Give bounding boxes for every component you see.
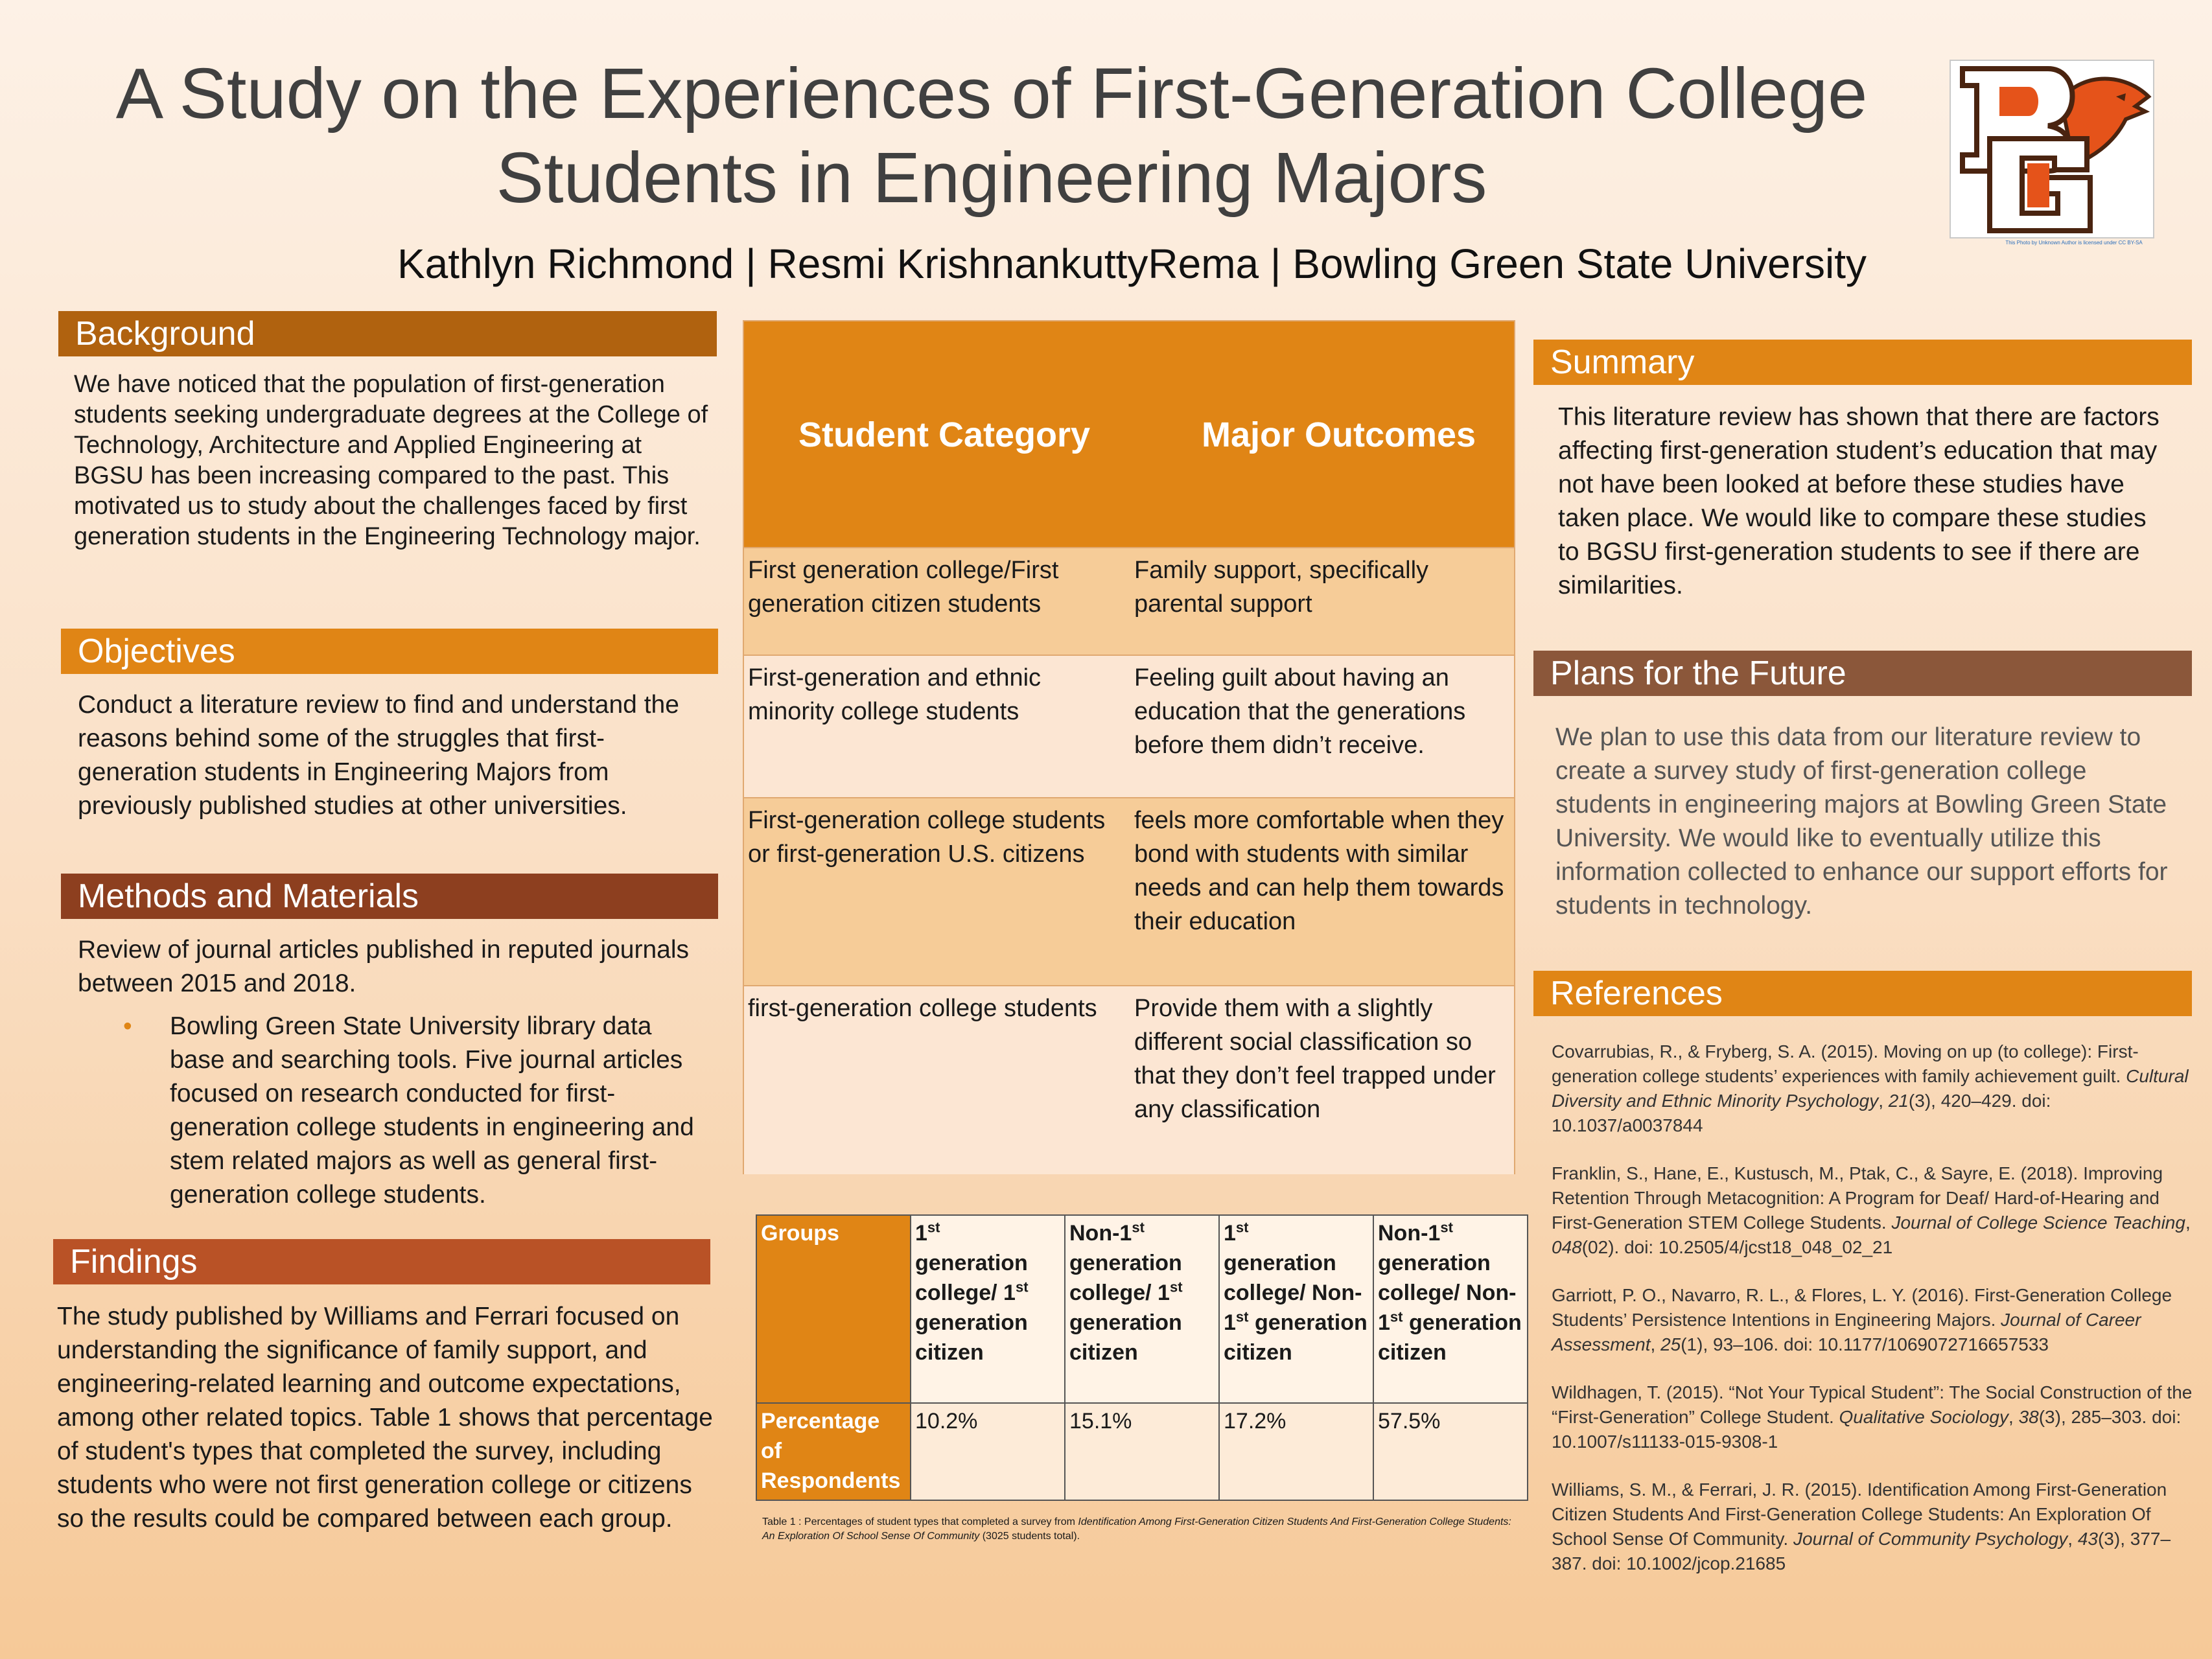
methods-text: Review of journal articles published in reputed journals between 2015 and 2018. [78, 936, 690, 997]
group-header-1: 1st generation college/ 1st generation citizen [911, 1215, 1065, 1403]
header-major-outcomes: Major Outcomes [1202, 415, 1476, 454]
reference-item: Garriott, P. O., Navarro, R. L., & Flores, L. Y. (2016). First-Generation College Students’ Persistence Intentions in Engineering Majors. Journal of Career Assessment, 25(1), 93–106. doi: 10.1177/1069072716657533 [1552, 1285, 2172, 1354]
title-line-2: Students in Engineering Majors [496, 138, 1487, 218]
objectives-heading: Objectives [61, 629, 718, 674]
table-row [744, 985, 1514, 1174]
percentage-value: 57.5% [1373, 1403, 1528, 1500]
references-list [1552, 1039, 2193, 1576]
reference-item: Covarrubias, R., & Fryberg, S. A. (2015). Moving on up (to college): First-generation college students’ experiences with family achievement guilt. Cultural Diversity and Ethnic Minority Psychology, 21(3), 420–429. doi: 10.1037/a0037844 [1552, 1041, 2189, 1135]
row-outcome: Feeling guilt about having an education that the generations before them didn’t receive. [1134, 664, 1466, 759]
row-outcome: Provide them with a slightly different social classification so that they don’t feel trapped under any classification [1134, 995, 1496, 1123]
group-header-2: Non-1st generation college/ 1st generation citizen [1065, 1215, 1219, 1403]
reference-item: Williams, S. M., & Ferrari, J. R. (2015). Identification Among First-Generation Citizen Students And First-Generation College Students: An Exploration Of School Sense Of Community. Journal of Community Psychology, 43(3), 377–387. doi: 10.1002/jcop.21685 [1552, 1479, 2171, 1573]
group-header-3: 1st generation college/ Non-1st generation citizen [1219, 1215, 1373, 1403]
objectives-text: Conduct a literature review to find and understand the reasons behind some of the struggles that first-generation students in Engineering Majors from previously published studies at other universities. [78, 691, 679, 820]
percentage-row [756, 1403, 1528, 1500]
references-heading: References [1533, 971, 2192, 1016]
bgsu-falcon-logo-icon [1950, 60, 2154, 238]
summary-heading: Summary [1533, 340, 2192, 385]
percentage-label: Percentage of Respondents [756, 1403, 911, 1500]
authors-line: Kathlyn Richmond | Resmi KrishnankuttyRema | Bowling Green State University [397, 240, 1867, 287]
background-text: We have noticed that the population of first-generation students seeking undergraduate degrees at the College of Technology, Architecture and Applied Engineering at BGSU has been increasing compared to the past. This motivated us to study about the challenges faced by first generation students in the Engineering Technology major. [74, 371, 708, 550]
row-outcome: Family support, specifically parental support [1134, 557, 1429, 618]
reference-item: Franklin, S., Hane, E., Kustusch, M., Ptak, C., & Sayre, E. (2018). Improving Retention Through Metacognition: A Program for Deaf/ Hard-of-Hearing and First-Generation STEM College Students. Journal of College Science Teaching, 048(02). doi: 10.2505/4/jcst18_048_02_21 [1552, 1163, 2191, 1257]
table-row [744, 547, 1514, 656]
percentage-value: 17.2% [1219, 1403, 1373, 1500]
percentage-value: 10.2% [911, 1403, 1065, 1500]
row-category: First-generation college students or first-generation U.S. citizens [748, 807, 1106, 868]
methods-bullet-text: Bowling Green State University library data base and searching tools. Five journal articles focused on research conducted for first-generation college students in engineering and stem related majors as well as general first-generation college students. [170, 1012, 694, 1209]
plans-text: We plan to use this data from our literature review to create a survey study of first-generation college students in engineering majors at Bowling Green State University. We would like to eventually utilize this information collected to enhance our support efforts for students in technology. [1555, 723, 2168, 920]
bullet-icon: • [123, 1012, 132, 1040]
findings-heading: Findings [53, 1239, 710, 1284]
group-header-4: Non-1st generation college/ Non-1st generation citizen [1373, 1215, 1528, 1403]
background-heading: Background [58, 311, 717, 356]
methods-bullet-item [123, 1010, 706, 1212]
row-outcome: feels more comfortable when they bond with students with similar needs and can help them towards their education [1134, 807, 1504, 935]
title-line-1: A Study on the Experiences of First-Generation College [115, 54, 1868, 133]
table-row [744, 655, 1514, 798]
reference-item: Wildhagen, T. (2015). “Not Your Typical Student”: The Social Construction of the “First-Generation” College Student. Qualitative Sociology, 38(3), 285–303. doi: 10.1007/s11133-015-9308-1 [1552, 1382, 2193, 1452]
row-category: First-generation and ethnic minority college students [748, 664, 1042, 725]
percentage-value: 15.1% [1065, 1403, 1219, 1500]
groups-table [756, 1214, 1528, 1501]
outcomes-table-header [744, 321, 1514, 547]
row-category: First generation college/First generation citizen students [748, 557, 1059, 618]
row-category: first-generation college students [748, 995, 1097, 1022]
table-row [744, 797, 1514, 986]
poster-title [0, 52, 1983, 220]
methods-bullet-list [123, 1010, 706, 1212]
findings-text: The study published by Williams and Ferrari focused on understanding the significance of family support, and engineering-related learning and outcome expectations, among other related topics. Table 1 shows that percentage of student's types that completed the survey, including students who were not first generation college or citizens so the results could be compared between each group. [57, 1303, 713, 1533]
groups-row [756, 1215, 1528, 1403]
logo-credit[interactable]: This Photo by Unknown Author is licensed under CC BY-SA [2005, 240, 2143, 246]
methods-heading: Methods and Materials [61, 874, 718, 919]
groups-label: Groups [756, 1215, 911, 1403]
table-caption: Table 1 : Percentages of student types that completed a survey from Identification Among First-Generation Citizen Students And First-Generation College Students: An Exploration Of School Sense Of Community (3025 students total). [762, 1516, 1511, 1542]
outcomes-table [743, 320, 1515, 1174]
plans-heading: Plans for the Future [1533, 651, 2192, 696]
summary-text: This literature review has shown that there are factors affecting first-generation student’s education that may not have been looked at before these studies have taken place. We would like to compare these studies to BGSU first-generation students to see if there are similarities. [1558, 403, 2160, 599]
header-student-category: Student Category [798, 415, 1091, 454]
